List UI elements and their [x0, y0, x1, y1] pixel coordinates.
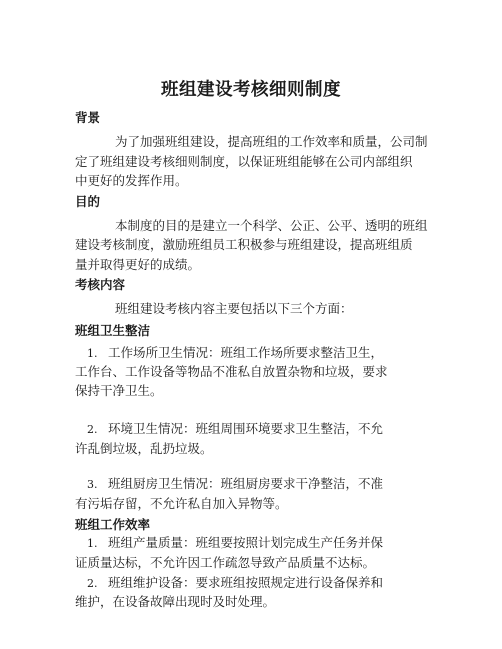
list-item: 3. 班组厨房卫生情况：班组厨房要求干净整洁，不准 [75, 474, 435, 495]
list-item-line: 工作台、工作设备等物品不准私自放置杂物和垃圾，要求 [75, 364, 388, 379]
list-item-line: 许乱倒垃圾，乱扔垃圾。 [75, 441, 213, 456]
paragraph-line: 建设考核制度，激励班组员工积极参与班组建设，提高班组质 [75, 237, 413, 252]
paragraph-line: 班组建设考核内容主要包括以下三个方面： [115, 301, 353, 316]
list-number: 2. [87, 577, 98, 590]
list-number: 2. [87, 423, 98, 436]
section-heading-hygiene: 班组卫生整洁 [75, 323, 151, 338]
list-number: 3. [87, 478, 98, 491]
paragraph-line: 定了班组建设考核细则制度，以保证班组能够在公司内部组织 [75, 154, 413, 169]
document-title: 班组建设考核细则制度 [161, 80, 341, 100]
section-heading-background: 背景 [75, 110, 101, 125]
section-heading-purpose: 目的 [75, 194, 101, 209]
section-heading-assessment-content: 考核内容 [75, 277, 126, 292]
paragraph-line: 本制度的目的是建立一个科学、公正、公平、透明的班组 [115, 218, 428, 233]
list-number: 1. [87, 347, 98, 360]
paragraph-line: 量并取得更好的成绩。 [75, 257, 201, 272]
paragraph-line: 为了加强班组建设，提高班组的工作效率和质量，公司制 [115, 134, 428, 149]
list-item-line: 维护，在设备故障出现时及时处理。 [75, 594, 276, 609]
list-number: 1. [87, 537, 98, 550]
list-item-line: 证质量达标，不允许因工作疏忽导致产品质量不达标。 [75, 555, 376, 570]
list-item: 2. 环境卫生情况：班组周围环境要求卫生整洁，不允 [75, 419, 435, 440]
list-item: 1. 班组产量质量：班组要按照计划完成生产任务并保 [75, 533, 435, 554]
list-item: 2. 班组维护设备：要求班组按照规定进行设备保养和 [75, 573, 435, 594]
list-item-line: 保持干净卫生。 [75, 383, 163, 398]
paragraph-line: 中更好的发挥作用。 [75, 173, 188, 188]
list-item: 1. 工作场所卫生情况：班组工作场所要求整洁卫生， [75, 343, 435, 364]
list-item-line: 有污垢存留，不允许私自加入异物等。 [75, 496, 288, 511]
section-heading-efficiency: 班组工作效率 [75, 517, 151, 532]
